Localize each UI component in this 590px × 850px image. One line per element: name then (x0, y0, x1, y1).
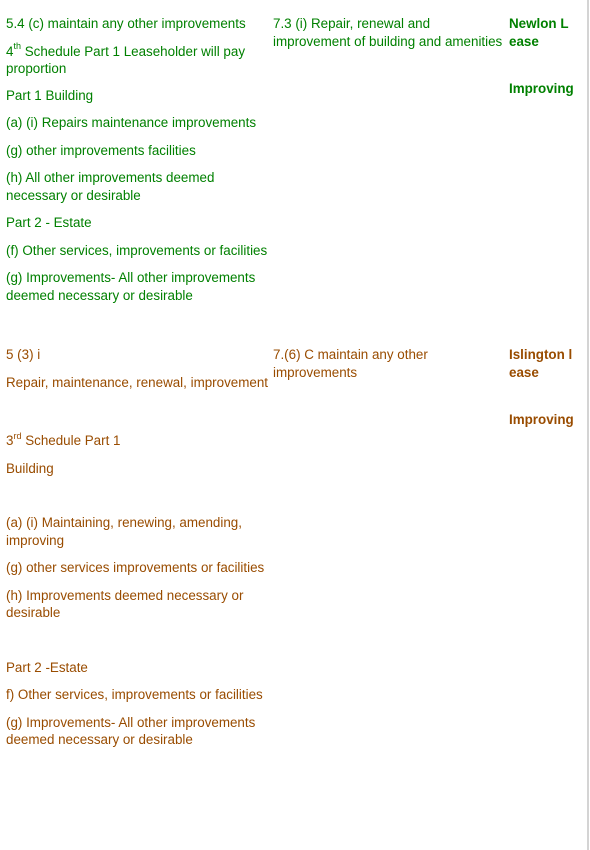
clause-text: (g) other improvements facilities (6, 142, 196, 158)
lease-label-cell (509, 346, 575, 439)
clause-reference-cell (273, 15, 503, 60)
clause-text: Part 2 - Estate (6, 215, 92, 230)
clause-text: 3rd Schedule Part 1 (6, 430, 121, 448)
clause-text: 4th Schedule Part 1 Leaseholder will pay proportion (6, 41, 246, 76)
clause-text: 5 (3) i (6, 347, 41, 362)
clause-reference-cell (273, 346, 503, 391)
lease-clauses-cell (6, 346, 268, 759)
clause-text: f) Other services, improvements or facilities (6, 687, 263, 702)
clause-text: Building (6, 460, 54, 476)
reference-text: 7.3 (i) Repair, renewal and improvement of building and amenities (273, 16, 503, 49)
category-label: Improving (509, 81, 574, 96)
category-label: Improving (509, 412, 574, 427)
lease-label-cell (509, 15, 575, 108)
clause-text: Part 1 Building (6, 87, 94, 103)
clause-text: (g) Improvements- All other improvements deemed necessary or desirable (6, 270, 256, 303)
clause-text: (h) Improvements deemed necessary or desirable (6, 587, 244, 620)
clause-text: (f) Other services, improvements or facilities (6, 242, 268, 258)
clause-text: 5.4 (c) maintain any other improvements (6, 16, 246, 31)
clause-text: Part 2 -Estate (6, 659, 88, 675)
clause-text: Repair, maintenance, renewal, improvement (6, 374, 268, 390)
lease-clauses-cell (6, 15, 268, 314)
reference-text: 7.(6) C maintain any other improvements (273, 347, 428, 380)
clause-text: (a) (i) Maintaining, renewing, amending, improving (6, 515, 242, 548)
clause-text: (g) other services improvements or facilities (6, 560, 265, 575)
lease-name: Islington lease (509, 347, 573, 380)
clause-text: (a) (i) Repairs maintenance improvements (6, 115, 257, 130)
lease-name: Newlon Lease (509, 16, 569, 49)
clause-text: (h) All other improvements deemed necessary or desirable (6, 170, 215, 203)
right-border-rule (587, 0, 589, 850)
clause-text: (g) Improvements- All other improvements deemed necessary or desirable (6, 714, 256, 747)
